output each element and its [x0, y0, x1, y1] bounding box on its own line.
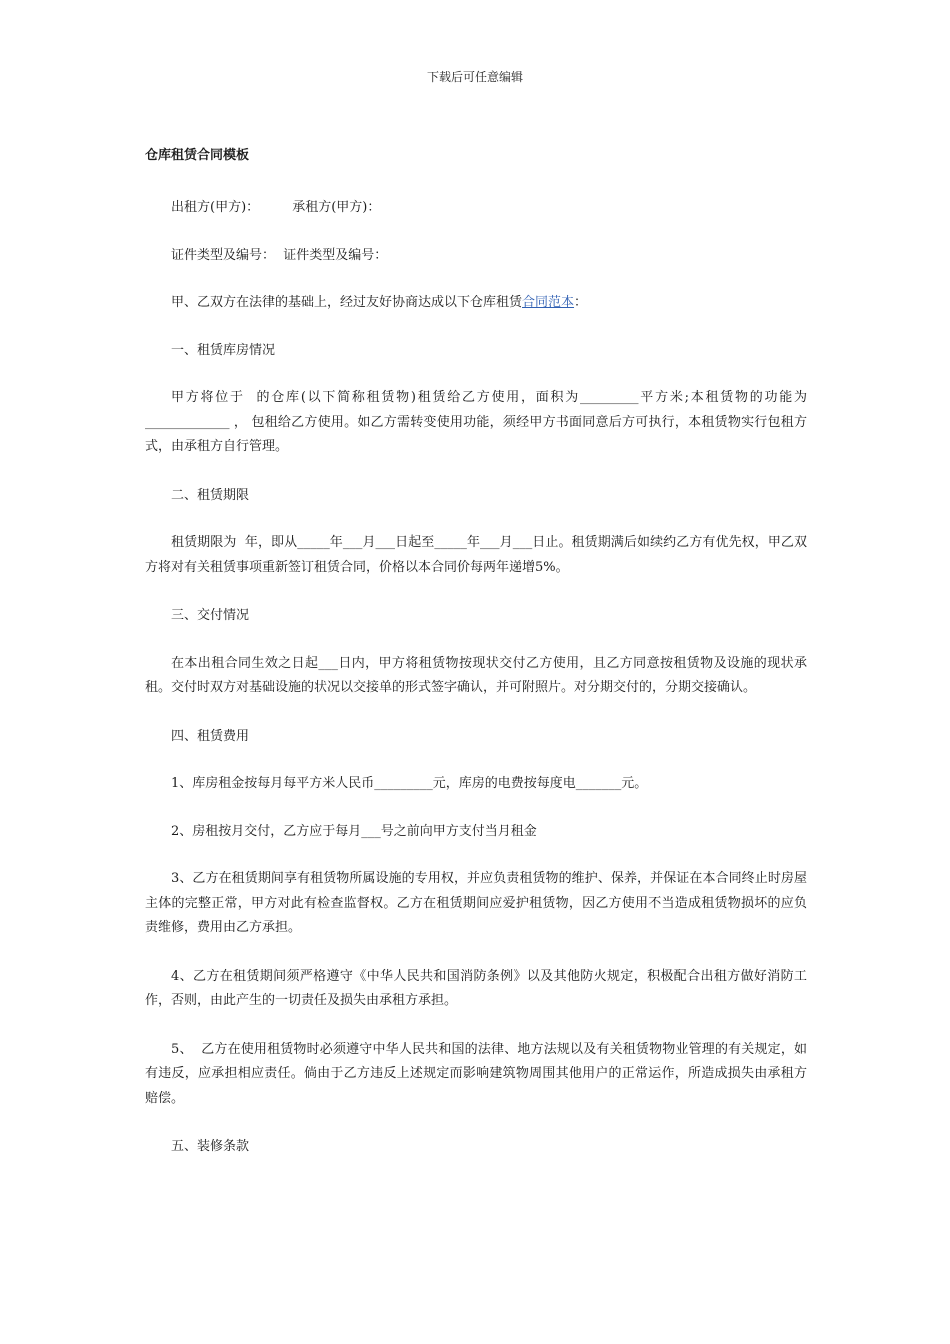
- section-3-paragraph: 在本出租合同生效之日起___日内，甲方将租赁物按现状交付乙方使用，且乙方同意按租赁物及设施的现状承租。交付时双方对基础设施的状况以交接单的形式签字确认，并可附照片。对分期交付的，分期交接确认。: [145, 655, 807, 695]
- section-4-item-1: 1、库房租金按每月每平方米人民币_________元，库房的电费按每度电_______元。: [171, 776, 648, 791]
- contract-template-link[interactable]: 合同范本: [522, 295, 575, 310]
- document-title: 仓库租赁合同模板: [145, 148, 250, 163]
- parties-line: 出租方(甲方)： 承租方(甲方)：: [171, 200, 381, 215]
- section-heading-1: 一、租赁库房情况: [171, 342, 276, 358]
- document-body: [145, 146, 807, 1183]
- section-4-item-4: 4、乙方在租赁期间须严格遵守《中华人民共和国消防条例》以及其他防火规定，积极配合出租方做好消防工作，否则，由此产生的一切责任及损失由承租方承担。: [145, 968, 807, 1008]
- section-2-paragraph: 租赁期限为 年，即从_____年___月___日起至_____年___月___日止。租赁期满后如续约乙方有优先权，甲乙双方将对有关租赁事项重新签订租赁合同，价格以本合同价每两年递增5%。: [145, 535, 807, 575]
- section-heading-5: 五、装修条款: [171, 1139, 250, 1154]
- intro-text: 甲、乙双方在法律的基础上，经过友好协商达成以下仓库租赁: [171, 295, 523, 310]
- section-heading-2: 二、租赁期限: [171, 487, 250, 503]
- section-4-item-3: 3、乙方在租赁期间享有租赁物所属设施的专用权，并应负责租赁物的维护、保养，并保证在本合同终止时房屋主体的完整正常，甲方对此有检查监督权。乙方在租赁期间应爱护租赁物，因乙方使用不当造成租赁物损坏的应负责维修，费用由乙方承担。: [145, 871, 807, 935]
- intro-paragraph: [145, 291, 807, 316]
- id-types-line: 证件类型及编号： 证件类型及编号：: [171, 247, 388, 263]
- section-4-item-5: 5、 乙方在使用租赁物时必须遵守中华人民共和国的法律、地方法规以及有关租赁物物业管理的有关规定，如有违反，应承担相应责任。倘由于乙方违反上述规定而影响建筑物周围其他用户的正常运作，所造成损失由承租方赔偿。: [145, 1041, 807, 1106]
- section-heading-4: 四、租赁费用: [171, 728, 250, 744]
- section-heading-3: 三、交付情况: [171, 608, 250, 623]
- header-note: 下载后可任意编辑: [426, 70, 523, 84]
- section-4-item-2: 2、房租按月交付，乙方应于每月___号之前向甲方支付当月租金: [171, 823, 537, 839]
- intro-suffix: ：: [574, 295, 588, 310]
- section-1-paragraph: 甲方将位于 的仓库(以下简称租赁物)租赁给乙方使用，面积为_________平方米;本租赁物的功能为_____________ ， 包租给乙方使用。如乙方需转变使用功能，须经甲方书面同意后方可执行，本租赁物实行包租方式，由承租方自行管理。: [145, 390, 807, 454]
